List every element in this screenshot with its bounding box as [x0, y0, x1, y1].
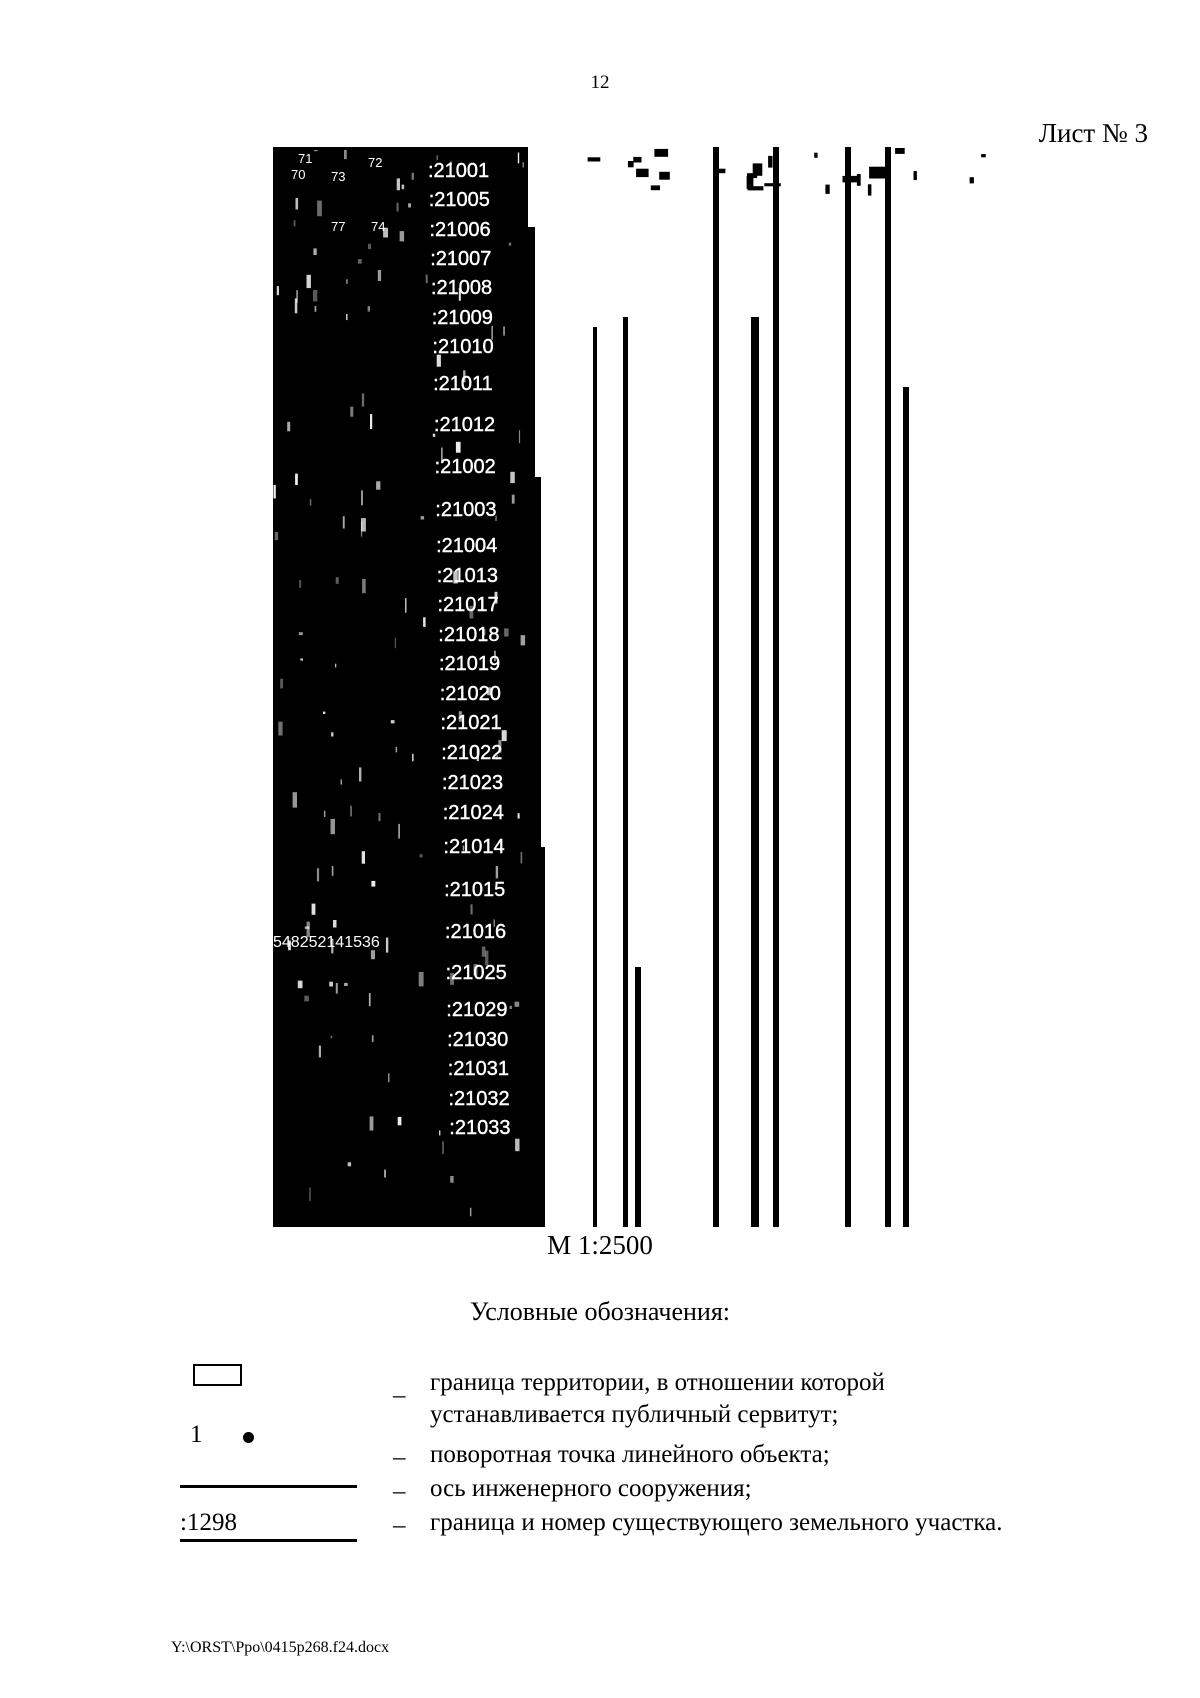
aerial-speck	[368, 244, 371, 249]
parcel-label: :21031	[447, 1058, 509, 1080]
aerial-speck	[336, 983, 338, 994]
aerial-speck	[470, 1208, 472, 1217]
map-mark	[633, 157, 641, 163]
parcel-label: :21010	[432, 336, 494, 358]
aerial-speck	[313, 290, 317, 301]
aerial-speck	[509, 243, 511, 246]
aerial-speck	[317, 868, 319, 881]
aerial-speck	[426, 275, 428, 284]
map-mark	[588, 157, 601, 161]
sheet-label: Лист № 3	[1038, 118, 1148, 148]
aerial-speck	[274, 485, 276, 499]
aerial-speck	[515, 1002, 520, 1007]
aerial-speck	[331, 1036, 333, 1039]
aerial-speck	[332, 866, 334, 876]
aerial-speck	[343, 516, 345, 528]
aerial-speck	[412, 173, 414, 180]
aerial-speck	[300, 659, 303, 661]
aerial-speck	[408, 203, 411, 207]
aerial-speck	[397, 203, 399, 212]
aerial-speck	[405, 598, 407, 613]
aerial-speck	[293, 792, 297, 807]
parcel-label: :21002	[434, 456, 496, 478]
aerial-speck	[324, 811, 326, 817]
aerial-speck	[515, 1139, 519, 1152]
utility-line	[713, 147, 719, 1227]
aerial-speck	[280, 679, 283, 689]
aerial-speck	[395, 638, 396, 649]
aerial-speck	[298, 981, 303, 989]
parcel-label: :21007	[430, 248, 492, 270]
aerial-speck	[518, 813, 520, 818]
aerial-speck	[296, 198, 299, 210]
aerial-speck	[333, 920, 337, 928]
aerial-speck	[376, 481, 380, 489]
aerial-speck	[323, 712, 325, 714]
utility-line	[593, 327, 597, 1227]
parcel-label: :21003	[435, 499, 497, 521]
aerial-speck	[512, 495, 515, 504]
aerial-speck	[419, 972, 424, 987]
aerial-speck	[423, 617, 426, 627]
aerial-speck	[317, 201, 322, 217]
aerial-speck	[396, 747, 398, 752]
legend-text-axis: ось инженерного сооружения;	[430, 1475, 752, 1502]
map-mark	[970, 177, 974, 183]
aerial-speck	[346, 279, 348, 284]
legend-point-number: 1	[190, 1421, 203, 1448]
aerial-speck	[313, 248, 316, 255]
parcel-label: :21005	[428, 189, 490, 211]
utility-line	[751, 317, 759, 1227]
aerial-speck	[402, 185, 405, 190]
aerial-speck	[348, 1162, 351, 1166]
aerial-speck	[450, 1176, 453, 1183]
aerial-speck	[397, 178, 400, 190]
aerial-speck	[482, 947, 486, 957]
aerial-speck	[362, 579, 366, 593]
aerial-speck	[275, 532, 278, 540]
parcel-label: :21020	[439, 683, 501, 705]
aerial-speck	[439, 1130, 440, 1135]
aerial-speck	[502, 730, 507, 741]
aerial-speck	[350, 407, 353, 417]
legend-axis-line-icon	[180, 1485, 357, 1488]
parcel-label: :21011	[433, 373, 493, 395]
aerial-speck	[372, 1035, 374, 1042]
legend-turning-point-icon	[243, 1432, 254, 1443]
aerial-speck	[369, 993, 371, 1006]
aerial-speck	[361, 490, 363, 505]
parcel-label: :21017	[437, 594, 499, 616]
legend-dash: –	[393, 1512, 406, 1539]
aerial-speck	[400, 231, 405, 241]
utility-line	[635, 967, 641, 1227]
aerial-speck	[362, 851, 365, 864]
map-mark	[895, 148, 905, 154]
aerial-speck	[358, 259, 362, 264]
map-mark	[654, 149, 668, 157]
legend-text-turning-point: поворотная точка линейного объекта;	[430, 1441, 830, 1468]
map-mark	[843, 176, 859, 183]
aerial-speck	[312, 904, 316, 915]
aerial-speck	[518, 153, 519, 164]
aerial-speck	[510, 1006, 513, 1009]
map-mark	[768, 156, 772, 168]
aerial-speck	[523, 162, 524, 167]
aerial-speck	[277, 286, 279, 295]
legend-dash: –	[393, 1382, 406, 1409]
point-label: 74	[371, 219, 386, 234]
aerial-speck	[504, 628, 509, 636]
map-mark	[748, 186, 764, 190]
parcel-label: :21019	[439, 653, 501, 675]
aerial-speck	[388, 1073, 389, 1082]
aerial-speck	[344, 983, 348, 986]
legend-parcel-number: :1298	[180, 1509, 237, 1536]
legend-boundary-rect-icon	[193, 1364, 242, 1386]
parcel-label: :21016	[444, 921, 507, 943]
legend-parcel-line-icon	[180, 1539, 357, 1542]
map-mark	[719, 169, 726, 174]
aerial-speck	[362, 393, 364, 406]
parcel-label: :21014	[443, 836, 505, 858]
aerial-speck	[294, 220, 296, 226]
aerial-speck	[331, 732, 333, 736]
side-point-labels: 548252141536	[273, 934, 380, 951]
point-label: 72	[368, 155, 383, 170]
legend-dash: –	[393, 1478, 406, 1505]
map-mark	[659, 172, 670, 180]
aerial-speck	[412, 754, 414, 762]
parcel-label: :21008	[430, 277, 493, 299]
map-mark	[869, 167, 885, 179]
parcel-label: :21006	[429, 219, 491, 241]
cadastral-map	[273, 147, 1013, 1227]
aerial-speck	[503, 327, 505, 336]
aerial-speck	[297, 290, 298, 303]
parcel-label: :21030	[447, 1029, 509, 1051]
parcel-label: :21023	[441, 772, 504, 794]
aerial-speck	[304, 996, 309, 1002]
point-label: 71	[298, 151, 313, 166]
aerial-speck	[309, 1188, 310, 1202]
aerial-speck	[378, 270, 381, 281]
map-mark	[981, 154, 986, 157]
aerial-speck	[398, 824, 400, 839]
legend-text-parcel: граница и номер существующего земельного участка.	[430, 1509, 1003, 1536]
aerial-speck	[521, 852, 523, 864]
aerial-speck	[420, 854, 423, 857]
parcel-label: :21029	[446, 999, 508, 1021]
parcel-label: :21033	[449, 1117, 511, 1139]
aerial-speck	[335, 664, 336, 668]
aerial-speck	[315, 306, 317, 312]
aerial-speck	[350, 806, 351, 817]
parcel-label: :21032	[448, 1088, 510, 1110]
utility-line	[903, 387, 909, 1227]
aerial-speck	[368, 306, 370, 312]
legend-text-boundary-2: устанавливается публичный сервитут;	[430, 1401, 839, 1428]
parcel-label: :21012	[433, 414, 496, 436]
parcel-label: :21018	[438, 624, 500, 646]
parcel-label: :21025	[445, 962, 507, 984]
parcel-label: :21001	[428, 160, 490, 182]
map-mark	[868, 184, 872, 195]
legend-title: Условные обозначения:	[469, 1297, 731, 1326]
aerial-speck	[341, 779, 342, 784]
point-label: 73	[331, 169, 346, 184]
map-mark	[747, 173, 757, 178]
aerial-speck	[510, 472, 515, 483]
aerial-speck	[307, 275, 311, 288]
aerial-speck	[278, 722, 282, 736]
parcel-label: :21022	[441, 742, 503, 764]
map-utility-lines	[588, 147, 986, 1227]
point-label: 70	[291, 167, 306, 182]
aerial-speck	[299, 632, 303, 635]
utility-line	[845, 147, 851, 1227]
map-mark	[825, 185, 829, 194]
aerial-speck	[519, 430, 520, 443]
aerial-speck	[391, 720, 395, 723]
aerial-speck	[319, 1046, 321, 1058]
parcel-label: :21004	[436, 535, 498, 557]
map-scale: М 1:2500	[547, 1230, 653, 1260]
aerial-speck	[361, 518, 366, 531]
aerial-speck	[386, 938, 388, 953]
aerial-speck	[496, 866, 498, 878]
parcel-label: :21009	[431, 307, 493, 329]
aerial-speck	[471, 904, 473, 914]
aerial-speck	[299, 580, 301, 588]
aerial-speck	[331, 819, 336, 834]
utility-line	[773, 147, 779, 1227]
aerial-speck	[371, 881, 375, 887]
aerial-speck	[336, 577, 339, 584]
aerial-speck	[370, 1116, 374, 1130]
map-mark	[814, 153, 817, 158]
aerial-speck	[287, 422, 290, 432]
map-mark	[636, 169, 649, 177]
aerial-speck	[370, 414, 372, 429]
utility-line	[885, 147, 891, 1227]
footer-file-path: Y:\ORST\Ppo\0415p268.f24.docx	[171, 1639, 390, 1656]
aerial-speck	[521, 635, 526, 645]
aerial-speck	[398, 1117, 402, 1125]
map-mark	[651, 185, 660, 190]
legend-dash: –	[393, 1444, 406, 1471]
aerial-speck	[442, 1141, 444, 1154]
point-label: 77	[331, 219, 346, 234]
aerial-speck	[379, 813, 381, 821]
aerial-speck	[371, 950, 375, 959]
map-mark	[764, 183, 781, 186]
aerial-speck	[456, 442, 461, 453]
aerial-speck	[310, 499, 312, 506]
aerial-speck	[329, 982, 333, 987]
aerial-speck	[421, 516, 425, 519]
map-top-edge	[273, 147, 528, 150]
parcel-label: :21021	[440, 712, 502, 734]
page-number: 12	[590, 72, 610, 93]
aerial-speck	[359, 767, 361, 781]
aerial-speck	[295, 474, 298, 485]
aerial-speck	[346, 314, 348, 320]
map-mark	[628, 161, 634, 167]
map-mark	[914, 171, 917, 180]
parcel-label: :21013	[436, 565, 498, 587]
aerial-speck	[384, 1170, 386, 1178]
parcel-label: :21024	[442, 802, 504, 824]
legend-text-boundary-1: граница территории, в отношении которой	[430, 1369, 885, 1396]
utility-line	[623, 317, 628, 1227]
parcel-label: :21015	[444, 879, 506, 901]
